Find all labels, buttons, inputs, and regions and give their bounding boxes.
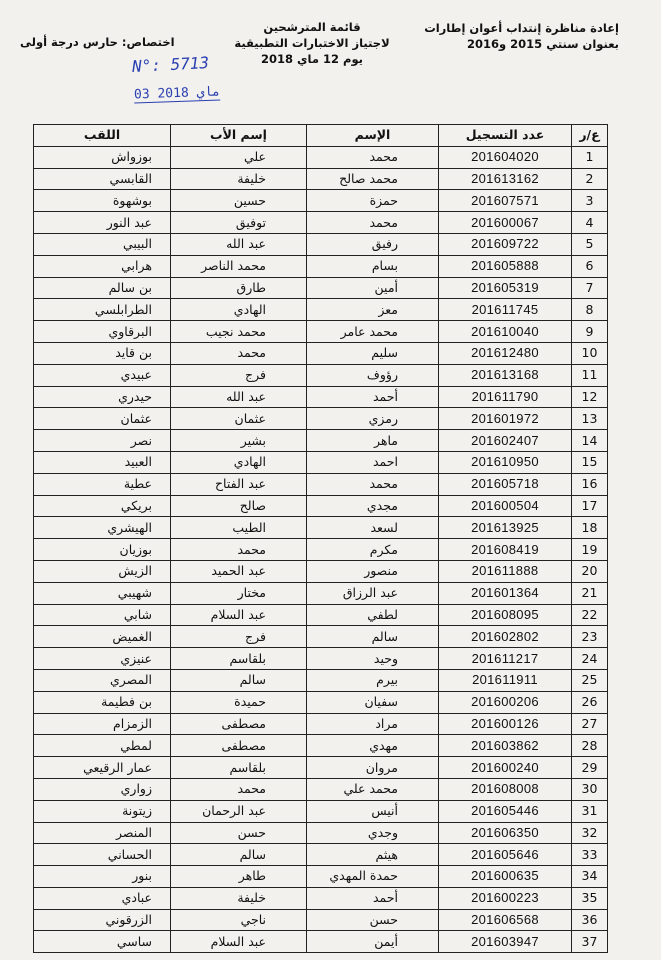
surname: بن سالم xyxy=(34,277,171,299)
first-name: محمد علي xyxy=(307,778,439,800)
first-name: محمد xyxy=(307,146,439,168)
table-body xyxy=(34,146,608,952)
stamp-date: 03 ماي 2018 xyxy=(133,84,221,103)
table-row xyxy=(34,844,608,866)
surname: حيدري xyxy=(34,386,171,408)
father-name: حميدة xyxy=(171,691,307,713)
first-name: أحمد xyxy=(307,887,439,909)
father-name: مختار xyxy=(171,582,307,604)
first-name: أيمن xyxy=(307,931,439,953)
registration-number: 201602407 xyxy=(439,430,572,452)
father-name: محمد xyxy=(171,539,307,561)
first-name: هيثم xyxy=(307,844,439,866)
registration-number: 201606350 xyxy=(439,822,572,844)
father-name: طاهر xyxy=(171,866,307,888)
row-number: 10 xyxy=(572,342,608,364)
row-number: 25 xyxy=(572,669,608,691)
row-number: 14 xyxy=(572,430,608,452)
first-name: مروان xyxy=(307,757,439,779)
first-name: محمد xyxy=(307,473,439,495)
row-number: 36 xyxy=(572,909,608,931)
father-name: مصطفى xyxy=(171,735,307,757)
surname: البرقاوي xyxy=(34,321,171,343)
surname: العبيد xyxy=(34,451,171,473)
row-number: 8 xyxy=(572,299,608,321)
surname: المصري xyxy=(34,669,171,691)
row-number: 27 xyxy=(572,713,608,735)
registration-number: 201608008 xyxy=(439,778,572,800)
registration-number: 201605646 xyxy=(439,844,572,866)
header-num: ع/ر xyxy=(572,125,608,147)
father-name: عبد الرحمان xyxy=(171,800,307,822)
table-row xyxy=(34,168,608,190)
table-row xyxy=(34,517,608,539)
table-row xyxy=(34,539,608,561)
father-name: عبد الله xyxy=(171,386,307,408)
candidates-table xyxy=(33,124,608,953)
header-years: بعنوان سنتي 2015 و2016 xyxy=(467,37,619,51)
row-number: 7 xyxy=(572,277,608,299)
father-name: طارق xyxy=(171,277,307,299)
table-header-row xyxy=(34,125,608,147)
first-name: بيرم xyxy=(307,669,439,691)
registration-number: 201605446 xyxy=(439,800,572,822)
surname: بريكي xyxy=(34,495,171,517)
row-number: 23 xyxy=(572,626,608,648)
registration-number: 201613168 xyxy=(439,364,572,386)
first-name: وجدي xyxy=(307,822,439,844)
row-number: 30 xyxy=(572,778,608,800)
surname: ساسي xyxy=(34,931,171,953)
table-row xyxy=(34,430,608,452)
row-number: 19 xyxy=(572,539,608,561)
registration-number: 201600067 xyxy=(439,212,572,234)
registration-number: 201608095 xyxy=(439,604,572,626)
father-name: عثمان xyxy=(171,408,307,430)
surname: الحساني xyxy=(34,844,171,866)
first-name: سالم xyxy=(307,626,439,648)
row-number: 16 xyxy=(572,473,608,495)
surname: زيتونة xyxy=(34,800,171,822)
father-name: عبد الفتاح xyxy=(171,473,307,495)
surname: عمار الرقيعي xyxy=(34,757,171,779)
header-competition-title: إعادة مناظرة إنتداب أعوان إطارات xyxy=(424,21,619,35)
row-number: 17 xyxy=(572,495,608,517)
row-number: 37 xyxy=(572,931,608,953)
table-row xyxy=(34,560,608,582)
row-number: 3 xyxy=(572,190,608,212)
first-name: ماهر xyxy=(307,430,439,452)
surname: الطرابلسي xyxy=(34,299,171,321)
header-candidates-list: قائمة المترشحين xyxy=(263,20,361,34)
surname: بن فطيمة xyxy=(34,691,171,713)
surname: نصر xyxy=(34,430,171,452)
row-number: 9 xyxy=(572,321,608,343)
registration-number: 201609722 xyxy=(439,233,572,255)
registration-number: 201607571 xyxy=(439,190,572,212)
table-row xyxy=(34,800,608,822)
header-organization xyxy=(424,20,619,52)
registration-number: 201611790 xyxy=(439,386,572,408)
table-row xyxy=(34,604,608,626)
first-name: أحمد xyxy=(307,386,439,408)
row-number: 21 xyxy=(572,582,608,604)
table-row xyxy=(34,757,608,779)
registration-number: 201603947 xyxy=(439,931,572,953)
registration-number: 201613162 xyxy=(439,168,572,190)
first-name: محمد صالح xyxy=(307,168,439,190)
registration-number: 201605319 xyxy=(439,277,572,299)
table-row xyxy=(34,233,608,255)
father-name: صالح xyxy=(171,495,307,517)
surname: بوشهوة xyxy=(34,190,171,212)
surname: الغميض xyxy=(34,626,171,648)
father-name: عبد السلام xyxy=(171,604,307,626)
surname: الزيش xyxy=(34,560,171,582)
father-name: خليفة xyxy=(171,887,307,909)
father-name: خليفة xyxy=(171,168,307,190)
first-name: حمزة xyxy=(307,190,439,212)
father-name: الهادي xyxy=(171,299,307,321)
registration-number: 201611911 xyxy=(439,669,572,691)
header-exam-date: يوم 12 ماي 2018 xyxy=(261,52,363,66)
table-row xyxy=(34,212,608,234)
first-name: عبد الرزاق xyxy=(307,582,439,604)
first-name: مكرم xyxy=(307,539,439,561)
row-number: 13 xyxy=(572,408,608,430)
surname: الزمزام xyxy=(34,713,171,735)
table-row xyxy=(34,866,608,888)
registration-number: 201600240 xyxy=(439,757,572,779)
father-name: بلقاسم xyxy=(171,757,307,779)
first-name: بسام xyxy=(307,255,439,277)
registration-number: 201608419 xyxy=(439,539,572,561)
table-row xyxy=(34,822,608,844)
first-name: محمد عامر xyxy=(307,321,439,343)
father-name: عبد الحميد xyxy=(171,560,307,582)
surname: شهيبي xyxy=(34,582,171,604)
father-name: محمد xyxy=(171,778,307,800)
first-name: مهدي xyxy=(307,735,439,757)
first-name: سفيان xyxy=(307,691,439,713)
header-specialty: اختصاص: حارس درجة أولى xyxy=(20,35,175,49)
row-number: 31 xyxy=(572,800,608,822)
registration-number: 201600635 xyxy=(439,866,572,888)
table-row xyxy=(34,669,608,691)
first-name: حمدة المهدي xyxy=(307,866,439,888)
surname: زواري xyxy=(34,778,171,800)
table-row xyxy=(34,735,608,757)
first-name: معز xyxy=(307,299,439,321)
registration-number: 201611745 xyxy=(439,299,572,321)
surname: الهيشري xyxy=(34,517,171,539)
table-row xyxy=(34,931,608,953)
surname: القابسي xyxy=(34,168,171,190)
first-name: احمد xyxy=(307,451,439,473)
header-father-name: إسم الأب xyxy=(171,125,307,147)
registration-number: 201613925 xyxy=(439,517,572,539)
first-name: منصور xyxy=(307,560,439,582)
row-number: 11 xyxy=(572,364,608,386)
first-name: مجدي xyxy=(307,495,439,517)
table-row xyxy=(34,495,608,517)
row-number: 5 xyxy=(572,233,608,255)
father-name: فرج xyxy=(171,626,307,648)
row-number: 24 xyxy=(572,648,608,670)
registration-number: 201605888 xyxy=(439,255,572,277)
father-name: حسن xyxy=(171,822,307,844)
father-name: عبد الله xyxy=(171,233,307,255)
row-number: 35 xyxy=(572,887,608,909)
surname: بوزواش xyxy=(34,146,171,168)
table-row xyxy=(34,255,608,277)
first-name: لسعد xyxy=(307,517,439,539)
row-number: 6 xyxy=(572,255,608,277)
table-row xyxy=(34,691,608,713)
first-name: رؤوف xyxy=(307,364,439,386)
father-name: ناجي xyxy=(171,909,307,931)
row-number: 18 xyxy=(572,517,608,539)
stamp-number: N°: 5713 xyxy=(131,52,210,77)
table-row xyxy=(34,408,608,430)
father-name: الطيب xyxy=(171,517,307,539)
row-number: 4 xyxy=(572,212,608,234)
table-row xyxy=(34,277,608,299)
registration-number: 201611888 xyxy=(439,560,572,582)
row-number: 12 xyxy=(572,386,608,408)
registration-number: 201600126 xyxy=(439,713,572,735)
table-row xyxy=(34,451,608,473)
registration-number: 201611217 xyxy=(439,648,572,670)
surname: بنور xyxy=(34,866,171,888)
header-registration: عدد التسجيل xyxy=(439,125,572,147)
first-name: محمد xyxy=(307,212,439,234)
row-number: 34 xyxy=(572,866,608,888)
header-practical-tests: لاجتياز الاختبارات التطبيقية xyxy=(234,36,390,50)
surname: بن قايد xyxy=(34,342,171,364)
registration-number: 201603862 xyxy=(439,735,572,757)
table-row xyxy=(34,299,608,321)
father-name: حسين xyxy=(171,190,307,212)
registration-number: 201610950 xyxy=(439,451,572,473)
table-row xyxy=(34,190,608,212)
surname: البيبي xyxy=(34,233,171,255)
surname: عطية xyxy=(34,473,171,495)
table-row xyxy=(34,386,608,408)
header-name: الإسم xyxy=(307,125,439,147)
registration-number: 201606568 xyxy=(439,909,572,931)
first-name: سليم xyxy=(307,342,439,364)
row-number: 26 xyxy=(572,691,608,713)
table-row xyxy=(34,887,608,909)
registration-number: 201604020 xyxy=(439,146,572,168)
surname: عبد النور xyxy=(34,212,171,234)
registration-number: 201610040 xyxy=(439,321,572,343)
first-name: حسن xyxy=(307,909,439,931)
surname: الزرقوني xyxy=(34,909,171,931)
registration-number: 201605718 xyxy=(439,473,572,495)
father-name: سالم xyxy=(171,669,307,691)
registration-number: 201601972 xyxy=(439,408,572,430)
first-name: لطفي xyxy=(307,604,439,626)
father-name: بشير xyxy=(171,430,307,452)
first-name: رمزي xyxy=(307,408,439,430)
father-name: سالم xyxy=(171,844,307,866)
surname: لمطي xyxy=(34,735,171,757)
row-number: 2 xyxy=(572,168,608,190)
father-name: الهادي xyxy=(171,451,307,473)
surname: عثمان xyxy=(34,408,171,430)
surname: شابي xyxy=(34,604,171,626)
father-name: علي xyxy=(171,146,307,168)
father-name: مصطفى xyxy=(171,713,307,735)
surname: عبيدي xyxy=(34,364,171,386)
registration-number: 201600504 xyxy=(439,495,572,517)
surname: عنيزي xyxy=(34,648,171,670)
table-row xyxy=(34,342,608,364)
father-name: بلقاسم xyxy=(171,648,307,670)
father-name: محمد الناصر xyxy=(171,255,307,277)
registration-number: 201612480 xyxy=(439,342,572,364)
father-name: فرج xyxy=(171,364,307,386)
father-name: عبد السلام xyxy=(171,931,307,953)
row-number: 15 xyxy=(572,451,608,473)
header-list-title xyxy=(232,19,392,67)
registration-number: 201600223 xyxy=(439,887,572,909)
row-number: 28 xyxy=(572,735,608,757)
table-row xyxy=(34,364,608,386)
row-number: 20 xyxy=(572,560,608,582)
table-row xyxy=(34,713,608,735)
table-row xyxy=(34,582,608,604)
father-name: توفيق xyxy=(171,212,307,234)
table-row xyxy=(34,473,608,495)
father-name: محمد xyxy=(171,342,307,364)
first-name: مراد xyxy=(307,713,439,735)
table-row xyxy=(34,648,608,670)
table-row xyxy=(34,626,608,648)
surname: المنصر xyxy=(34,822,171,844)
row-number: 1 xyxy=(572,146,608,168)
registration-number: 201602802 xyxy=(439,626,572,648)
row-number: 29 xyxy=(572,757,608,779)
table-row xyxy=(34,778,608,800)
first-name: رفيق xyxy=(307,233,439,255)
header-surname: اللقب xyxy=(34,125,171,147)
surname: بوزيان xyxy=(34,539,171,561)
row-number: 22 xyxy=(572,604,608,626)
row-number: 33 xyxy=(572,844,608,866)
first-name: وحيد xyxy=(307,648,439,670)
registration-number: 201601364 xyxy=(439,582,572,604)
table-row xyxy=(34,321,608,343)
registration-number: 201600206 xyxy=(439,691,572,713)
table-row xyxy=(34,146,608,168)
father-name: محمد نجيب xyxy=(171,321,307,343)
first-name: أمين xyxy=(307,277,439,299)
first-name: أنيس xyxy=(307,800,439,822)
table-row xyxy=(34,909,608,931)
row-number: 32 xyxy=(572,822,608,844)
surname: عبادي xyxy=(34,887,171,909)
surname: هرابي xyxy=(34,255,171,277)
